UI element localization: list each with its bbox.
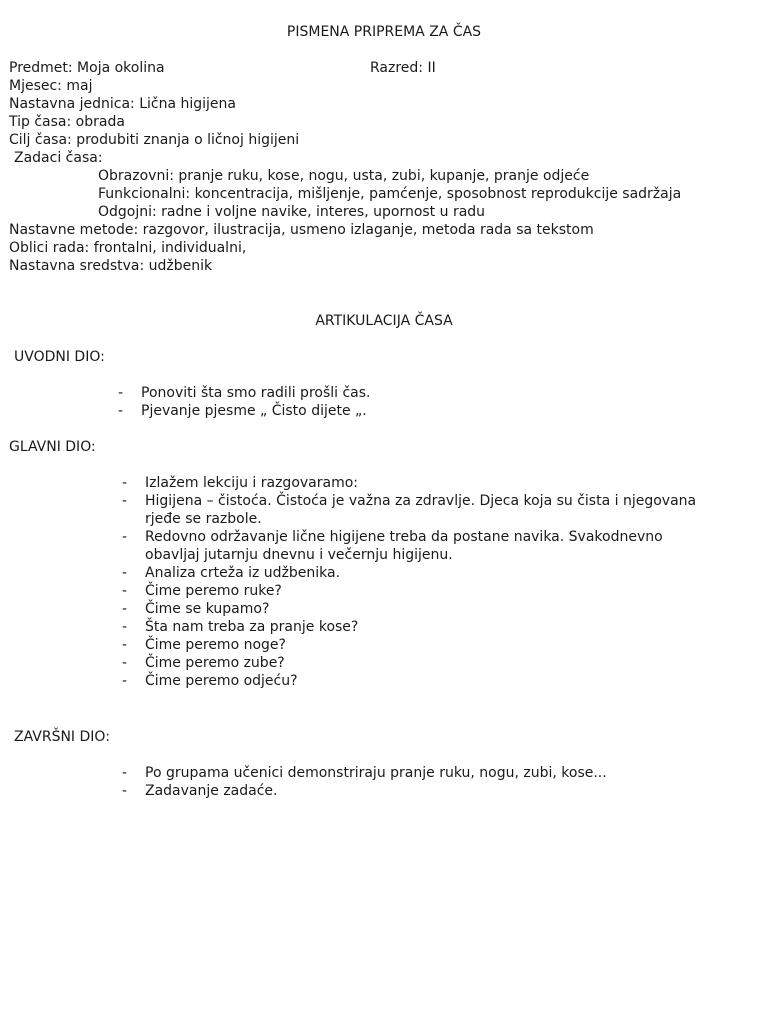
list-item-continuation: rjeđe se razbole.: [145, 511, 262, 527]
bullet-dash: -: [118, 403, 124, 419]
subject-line: Predmet: Moja okolina: [9, 60, 165, 76]
unit-line: Nastavna jednica: Lična higijena: [9, 96, 236, 112]
list-item-continuation: obavljaj jutarnju dnevnu i večernju higijenu.: [145, 547, 453, 563]
bullet-dash: -: [122, 783, 128, 799]
bullet-dash: -: [122, 601, 128, 617]
closing-heading: ZAVRŠNI DIO:: [14, 729, 110, 745]
list-item-text: Čime peremo odjeću?: [145, 673, 298, 689]
list-item-text: Po grupama učenici demonstriraju pranje ruku, nogu, zubi, kose...: [145, 765, 607, 781]
bullet-dash: -: [122, 583, 128, 599]
list-item-text: Čime peremo noge?: [145, 637, 286, 653]
list-item-text: Redovno održavanje lične higijene treba da postane navika. Svakodnevno: [145, 529, 663, 545]
list-item-text: Analiza crteža iz udžbenika.: [145, 565, 341, 581]
bullet-dash: -: [118, 385, 124, 401]
teaching-aids-line: Nastavna sredstva: udžbenik: [9, 258, 213, 274]
task-educational: Obrazovni: pranje ruku, kose, nogu, usta, zubi, kupanje, pranje odjeće: [98, 168, 590, 184]
document-title: PISMENA PRIPREMA ZA ČAS: [286, 24, 482, 40]
list-item-text: Šta nam treba za pranje kose?: [145, 619, 359, 635]
articulation-title: ARTIKULACIJA ČASA: [315, 313, 453, 329]
work-forms-line: Oblici rada: frontalni, individualni,: [9, 240, 247, 256]
list-item-text: Čime peremo zube?: [145, 655, 285, 671]
list-item-text: Ponoviti šta smo radili prošli čas.: [141, 385, 371, 401]
task-upbringing: Odgojni: radne i voljne navike, interes, upornost u radu: [98, 204, 486, 220]
bullet-dash: -: [122, 565, 128, 581]
list-item-text: Pjevanje pjesme „ Čisto dijete „.: [141, 403, 367, 419]
bullet-dash: -: [122, 619, 128, 635]
bullet-dash: -: [122, 493, 128, 509]
list-item-text: Zadavanje zadaće.: [145, 783, 278, 799]
task-functional: Funkcionalni: koncentracija, mišljenje, pamćenje, sposobnost reprodukcije sadržaja: [98, 186, 682, 202]
list-item-text: Izlažem lekciju i razgovaramo:: [145, 475, 359, 491]
bullet-dash: -: [122, 637, 128, 653]
methods-line: Nastavne metode: razgovor, ilustracija, usmeno izlaganje, metoda rada sa tekstom: [9, 222, 594, 238]
list-item-text: Čime peremo ruke?: [145, 583, 282, 599]
grade-line: Razred: II: [370, 60, 436, 76]
bullet-dash: -: [122, 673, 128, 689]
list-item-text: Higijena – čistoća. Čistoća je važna za zdravlje. Djeca koja su čista i njegovana: [145, 493, 697, 509]
list-item-text: Čime se kupamo?: [145, 601, 270, 617]
main-heading: GLAVNI DIO:: [9, 439, 96, 455]
tasks-label: Zadaci časa:: [14, 150, 103, 166]
intro-heading: UVODNI DIO:: [14, 349, 105, 365]
bullet-dash: -: [122, 765, 128, 781]
lesson-type-line: Tip časa: obrada: [9, 114, 125, 130]
bullet-dash: -: [122, 655, 128, 671]
bullet-dash: -: [122, 475, 128, 491]
lesson-goal-line: Cilj časa: produbiti znanja o ličnoj higijeni: [9, 132, 300, 148]
bullet-dash: -: [122, 529, 128, 545]
month-line: Mjesec: maj: [9, 78, 93, 94]
